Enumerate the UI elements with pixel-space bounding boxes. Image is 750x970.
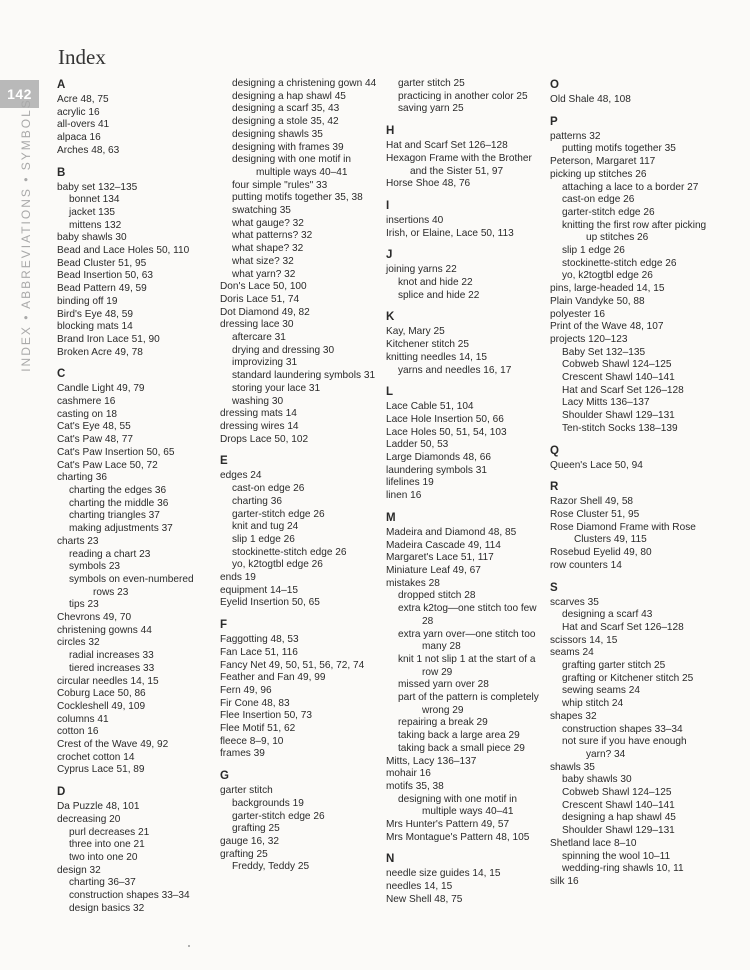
index-entry: dressing wires 14 [220,420,299,432]
index-entry: all-overs 41 [57,119,110,131]
index-entry: Irish, or Elaine, Lace 50, 113 [386,227,514,239]
index-entry: Dot Diamond 49, 82 [220,306,310,318]
index-section-n [386,852,546,906]
index-letter-heading: S [550,581,558,594]
index-subentry: symbols 23 [69,561,121,573]
index-entry: Shetland lace 8–10 [550,837,637,849]
index-entry: dressing lace 30 [220,319,294,331]
section-side-label: INDEX • ABBREVIATIONS • SYMBOLS [19,98,33,372]
index-entry: Crest of the Wave 49, 92 [57,739,169,751]
index-subentry: storing your lace 31 [232,382,321,394]
index-subentry: standard laundering symbols 31 [232,370,376,382]
index-entry: Mrs Hunter's Pattern 49, 57 [386,819,510,831]
index-subentry: three into one 21 [69,839,145,851]
index-entry: Cockleshell 49, 109 [57,700,146,712]
index-entry: Fan Lace 51, 116 [220,646,298,658]
index-subentry: repairing a break 29 [398,717,488,729]
index-section-e [220,454,380,610]
index-entry: Bird's Eye 48, 59 [57,308,133,320]
index-entry: Margaret's Lace 51, 117 [386,552,494,564]
index-entry: Rosebud Eyelid 49, 80 [550,547,652,559]
index-subentry: saving yarn 25 [398,103,464,115]
index-subentry: designing a scarf 35, 43 [232,103,340,115]
index-subentry: Crescent Shawl 140–141 [562,799,675,811]
index-entry: Chevrons 49, 70 [57,612,132,624]
index-entry: alpaca 16 [57,132,101,144]
index-subentry: what yarn? 32 [232,268,296,280]
index-entry: Kay, Mary 25 [386,326,445,338]
index-entry: fleece 8–9, 10 [220,735,284,747]
index-subentry: slip 1 edge 26 [232,533,295,545]
index-subentry: grafting 25 [232,823,280,835]
index-subentry: Baby Set 132–135 [562,346,646,358]
index-entry: Don's Lace 50, 100 [220,281,307,293]
index-entry: Feather and Fan 49, 99 [220,672,326,684]
index-subentry: backgrounds 19 [232,797,304,809]
index-entry: shapes 32 [550,710,597,722]
index-entry: frames 39 [220,748,265,760]
index-entry: charts 23 [57,535,99,547]
index-entry: Flee Motif 51, 62 [220,723,296,735]
index-entry: Cat's Paw 48, 77 [57,434,133,446]
index-subentry: knit 1 not slip 1 at the start of a row 29 [398,653,536,678]
index-entry: blocking mats 14 [57,321,133,333]
index-subentry: washing 30 [232,395,284,407]
index-subentry: cast-on edge 26 [232,483,305,495]
index-entry: Large Diamonds 48, 66 [386,452,491,464]
index-subentry: Ten-stitch Socks 138–139 [562,422,678,434]
index-entry: Bead Pattern 49, 59 [57,283,147,295]
index-subentry: Freddy, Teddy 25 [232,861,310,873]
index-subentry: garter-stitch edge 26 [232,508,325,520]
index-section-j [386,248,546,302]
index-entry: Drops Lace 50, 102 [220,433,309,445]
index-entry: casting on 18 [57,408,118,420]
index-entry: Acre 48, 75 [57,94,109,105]
index-entry: Lace Hole Insertion 50, 66 [386,413,504,425]
index-subentry: cast-on edge 26 [562,194,635,206]
index-entry: Candle Light 49, 79 [57,383,145,395]
index-subentry: designing shawls 35 [232,128,323,140]
index-subentry: tiered increases 33 [69,662,155,674]
index-entry: pins, large-headed 14, 15 [550,283,665,295]
index-entry: needles 14, 15 [386,881,453,893]
index-entry: Razor Shell 49, 58 [550,496,634,508]
index-subentry: what size? 32 [232,255,294,267]
index-entry: charting 36 [57,472,107,484]
index-entry: projects 120–123 [550,333,628,345]
index-entry: Brand Iron Lace 51, 90 [57,333,160,345]
index-letter-heading: P [550,115,558,128]
index-subentry: taking back a large area 29 [398,730,520,742]
index-subentry: extra k2tog—one stitch too few 28 [398,603,537,627]
index-subentry: improvizing 31 [232,357,298,369]
index-subentry: designing a stole 35, 42 [232,116,339,128]
index-entry: edges 24 [220,470,262,482]
index-entry: Horse Shoe 48, 76 [386,178,471,190]
index-subentry: purl decreases 21 [69,826,150,838]
index-letter-heading: E [220,455,228,468]
index-section-continued [220,78,380,446]
index-subentry: grafting garter stitch 25 [562,660,666,672]
index-entry: Cyprus Lace 51, 89 [57,764,145,776]
index-entry: equipment 14–15 [220,584,299,596]
index-subentry: putting motifs together 35, 38 [232,192,363,204]
index-entry: Plain Vandyke 50, 88 [550,295,645,307]
index-entry: seams 24 [550,647,594,659]
index-entry: garter stitch [220,785,273,797]
index-subentry: symbols on even-numbered rows 23 [69,573,194,598]
index-entry: Faggotting 48, 53 [220,634,299,646]
index-entry: dressing mats 14 [220,408,297,420]
index-entry: columns 41 [57,713,109,725]
index-entry: Ladder 50, 53 [386,439,449,451]
page-speck [188,945,190,947]
index-letter-heading: I [386,199,390,212]
index-letter-heading: H [386,125,395,138]
index-subentry: Shoulder Shawl 129–131 [562,410,675,422]
index-section-l [386,385,546,503]
index-subentry: yo, k2togtbl edge 26 [232,559,323,571]
index-subentry: charting the middle 36 [69,497,169,509]
index-subentry: garter-stitch edge 26 [562,206,655,218]
index-entry: decreasing 20 [57,813,121,825]
index-entry: Hexagon Frame with the Brother and the Sister 51, 97 [386,152,532,177]
index-entry: Madeira and Diamond 48, 85 [386,526,517,538]
index-subentry: charting 36–37 [69,877,136,889]
index-entry: needle size guides 14, 15 [386,868,501,880]
index-entry: Broken Acre 49, 78 [57,346,143,358]
index-section-o [550,78,710,107]
index-entry: cotton 16 [57,726,99,738]
index-entry: Madeira Cascade 49, 114 [386,539,501,551]
index-subentry: four simple "rules" 33 [232,179,328,191]
index-section-d [57,785,217,915]
index-entry: laundering symbols 31 [386,464,487,476]
index-column-2 [220,78,380,874]
index-subentry: mittens 132 [69,219,122,231]
index-subentry: dropped stitch 28 [398,590,476,602]
index-entry: grafting 25 [220,848,268,860]
index-letter-heading: R [550,481,559,494]
index-entry: gauge 16, 32 [220,835,279,847]
index-letter-heading: A [57,79,66,91]
index-entry: Flee Insertion 50, 73 [220,710,313,722]
index-subentry: designing with frames 39 [232,141,344,153]
index-entry: Bead and Lace Holes 50, 110 [57,245,190,257]
index-entry: Rose Cluster 51, 95 [550,508,640,520]
index-entry: Lace Holes 50, 51, 54, 103 [386,426,507,438]
index-entry: Kitchener stitch 25 [386,339,470,351]
index-letter-heading: D [57,786,66,799]
index-subentry: bonnet 134 [69,194,120,206]
index-subentry: taking back a small piece 29 [398,742,525,754]
index-letter-heading: M [386,511,396,524]
page-number: 142 [0,80,39,108]
index-subentry: putting motifs together 35 [562,143,676,155]
index-letter-heading: B [57,166,66,179]
index-section-r [550,480,710,572]
index-column-4 [550,78,710,889]
index-subentry: tips 23 [69,599,99,611]
index-subentry: design basics 32 [69,902,145,914]
index-section-i [386,199,546,240]
index-subentry: missed yarn over 28 [398,679,489,691]
index-entry: motifs 35, 38 [386,780,444,792]
index-subentry: wedding-ring shawls 10, 11 [562,863,684,875]
index-entry: Queen's Lace 50, 94 [550,459,643,471]
index-entry: Doris Lace 51, 74 [220,293,300,305]
index-entry: acrylic 16 [57,106,100,118]
index-section-h [386,124,546,191]
index-subentry: part of the pattern is completely wrong 29 [398,692,539,716]
index-subentry: stockinette-stitch edge 26 [562,257,677,269]
index-entry: knitting needles 14, 15 [386,351,488,363]
index-entry: Rose Diamond Frame with Rose Clusters 49, 115 [550,521,696,546]
index-subentry: designing with one motif in multiple ways 40–41 [398,793,517,818]
index-entry: Arches 48, 63 [57,144,120,156]
index-entry: scissors 14, 15 [550,634,618,646]
index-subentry: practicing in another color 25 [398,90,528,102]
index-column-1 [57,78,217,915]
index-section-g [220,769,380,874]
index-section-m [386,511,546,845]
index-entry: Miniature Leaf 49, 67 [386,564,481,576]
index-subentry: grafting or Kitchener stitch 25 [562,672,694,684]
index-subentry: charting the edges 36 [69,484,167,496]
index-entry: Coburg Lace 50, 86 [57,688,146,700]
index-entry: Fir Cone 48, 83 [220,697,290,709]
index-entry: cashmere 16 [57,396,116,408]
index-subentry: Cobweb Shawl 124–125 [562,359,672,371]
index-subentry: what shape? 32 [232,243,304,255]
index-section-q [550,444,710,473]
index-entry: Peterson, Margaret 117 [550,156,656,168]
index-section-p [550,115,710,436]
index-entry: silk 16 [550,875,579,887]
index-section-b [57,166,217,360]
index-entry: binding off 19 [57,295,118,307]
index-section-s [550,581,710,889]
index-letter-heading: O [550,79,559,91]
index-subentry: designing with one motif in multiple ways 40–41 [232,154,351,178]
index-subentry: spinning the wool 10–11 [562,850,671,862]
index-subentry: whip stitch 24 [562,698,624,710]
index-entry: Bead Insertion 50, 63 [57,270,153,282]
index-entry: row counters 14 [550,559,622,571]
index-entry: Lace Cable 51, 104 [386,401,474,413]
index-entry: picking up stitches 26 [550,168,647,180]
index-section-continued [386,78,546,116]
index-subentry: aftercare 31 [232,332,286,344]
index-subentry: Hat and Scarf Set 126–128 [562,621,684,633]
index-subentry: garter-stitch edge 26 [232,810,325,822]
index-entry: design 32 [57,864,101,876]
index-entry: Old Shale 48, 108 [550,94,631,105]
index-subentry: extra yarn over—one stitch too many 28 [398,628,536,653]
index-entry: shawls 35 [550,761,595,773]
index-subentry: construction shapes 33–34 [69,890,190,902]
index-entry: circular needles 14, 15 [57,675,159,687]
index-subentry: Hat and Scarf Set 126–128 [562,384,684,396]
index-section-f [220,618,380,761]
index-subentry: reading a chart 23 [69,548,151,560]
index-subentry: not sure if you have enough yarn? 34 [562,736,687,760]
index-subentry: sewing seams 24 [562,685,640,697]
index-letter-heading: K [386,311,395,324]
index-entry: mohair 16 [386,768,431,780]
index-subentry: yarns and needles 16, 17 [398,364,512,376]
index-section-c [57,367,217,777]
index-entry: lifelines 19 [386,477,434,489]
index-entry: linen 16 [386,490,422,502]
index-entry: circles 32 [57,637,100,649]
index-entry: patterns 32 [550,130,601,142]
index-subentry: designing a christening gown 44 [232,78,377,89]
index-subentry: garter stitch 25 [398,78,465,89]
index-entry: baby set 132–135 [57,181,138,193]
index-entry: baby shawls 30 [57,232,127,244]
index-entry: Eyelid Insertion 50, 65 [220,597,320,609]
index-entry: Fern 49, 96 [220,684,272,696]
index-subentry: swatching 35 [232,205,291,217]
index-entry: crochet cotton 14 [57,751,135,763]
index-entry: insertions 40 [386,214,444,226]
index-entry: New Shell 48, 75 [386,893,463,905]
index-subentry: stockinette-stitch edge 26 [232,546,347,558]
index-subentry: knit and tug 24 [232,521,299,533]
index-subentry: drying and dressing 30 [232,344,335,356]
index-entry: mistakes 28 [386,577,440,589]
index-entry: Hat and Scarf Set 126–128 [386,140,508,152]
index-entry: christening gowns 44 [57,624,152,636]
index-subentry: knitting the first row after picking up stitches 26 [562,219,707,244]
index-column-3 [386,78,546,907]
index-entry: Mrs Montague's Pattern 48, 105 [386,831,530,843]
index-entry: Print of the Wave 48, 107 [550,321,664,333]
index-subentry: radial increases 33 [69,650,154,662]
index-letter-heading: C [57,368,66,381]
index-entry: Cat's Paw Lace 50, 72 [57,459,158,471]
index-subentry: Lacy Mitts 136–137 [562,397,650,409]
index-entry: scarves 35 [550,596,599,608]
index-subentry: charting 36 [232,495,282,507]
index-subentry: making adjustments 37 [69,523,173,535]
index-section-a [57,78,217,158]
index-entry: Cat's Paw Insertion 50, 65 [57,446,175,458]
page-title: Index [58,45,106,69]
index-entry: polyester 16 [550,308,605,320]
index-subentry: yo, k2togtbl edge 26 [562,270,653,282]
index-entry: Fancy Net 49, 50, 51, 56, 72, 74 [220,659,365,671]
index-subentry: charting triangles 37 [69,510,160,522]
index-subentry: knot and hide 22 [398,277,473,289]
index-subentry: Shoulder Shawl 129–131 [562,825,675,837]
index-entry: Da Puzzle 48, 101 [57,801,140,813]
index-subentry: Cobweb Shawl 124–125 [562,787,672,799]
index-entry: Bead Cluster 51, 95 [57,257,147,269]
index-subentry: construction shapes 33–34 [562,723,683,735]
index-subentry: what gauge? 32 [232,217,304,229]
index-entry: Cat's Eye 48, 55 [57,421,131,433]
index-letter-heading: F [220,619,228,632]
index-letter-heading: J [386,249,393,262]
index-subentry: attaching a lace to a border 27 [562,181,699,193]
index-letter-heading: Q [550,444,559,457]
index-subentry: what patterns? 32 [232,230,313,242]
index-subentry: two into one 20 [69,851,138,863]
index-letter-heading: G [220,770,229,783]
index-subentry: jacket 135 [69,206,116,218]
index-subentry: slip 1 edge 26 [562,245,625,257]
index-subentry: designing a hap shawl 45 [232,90,346,102]
index-letter-heading: L [386,386,394,399]
index-entry: Mitts, Lacy 136–137 [386,755,477,767]
index-entry: ends 19 [220,572,256,584]
index-subentry: designing a hap shawl 45 [562,812,676,824]
index-section-k [386,310,546,377]
index-letter-heading: N [386,853,395,866]
index-subentry: Crescent Shawl 140–141 [562,372,675,384]
index-subentry: splice and hide 22 [398,289,480,301]
index-entry: joining yarns 22 [386,264,457,276]
index-subentry: baby shawls 30 [562,774,632,786]
index-subentry: designing a scarf 43 [562,609,653,621]
